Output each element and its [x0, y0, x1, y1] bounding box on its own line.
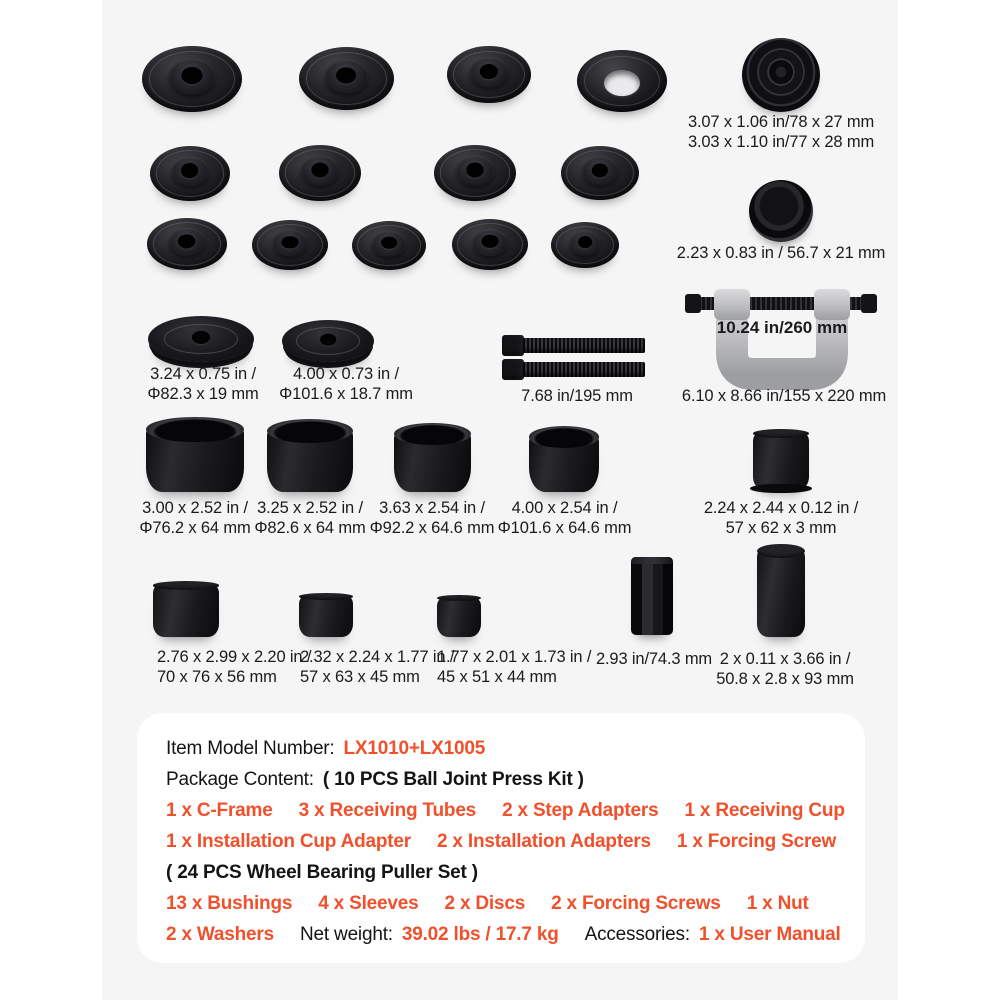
dimension-label: 3.25 x 2.52 in / Φ82.6 x 64 mm: [254, 499, 366, 537]
forcing-screw: [502, 338, 645, 354]
set24-title: ( 24 PCS Wheel Bearing Puller Set ): [166, 861, 478, 883]
kit-item: 2 x Forcing Screws: [551, 892, 721, 914]
dimension-label: 3.00 x 2.52 in / Φ76.2 x 64 mm: [139, 499, 251, 537]
kit-item: 3 x Receiving Tubes: [298, 799, 477, 821]
receiving-cup: [577, 50, 667, 112]
bearing-sleeve: [437, 597, 481, 637]
weight-accessories-line: [166, 919, 847, 950]
net-weight-value: 39.02 lbs / 17.7 kg: [401, 923, 559, 945]
kit-item: 13 x Bushings: [166, 892, 293, 914]
bushing: [561, 146, 639, 200]
dimension-label: 3.24 x 0.75 in / Φ82.3 x 19 mm: [147, 365, 259, 403]
step-adapter-disc: [148, 316, 254, 362]
kit-item: 1 x Forcing Screw: [676, 830, 837, 852]
bushing: [142, 46, 242, 112]
package-content-line: [166, 764, 847, 795]
bushing: [447, 46, 531, 103]
receiving-tube: [529, 432, 599, 492]
dimension-label: 3.07 x 1.06 in/78 x 27 mm 3.03 x 1.10 in/77 x 28 mm: [687, 113, 875, 151]
bearing-sleeve: [153, 584, 219, 637]
kit10-items-line1: [166, 795, 847, 826]
kit-item: 2 x Discs: [444, 892, 526, 914]
installation-cup: [749, 180, 813, 242]
dimension-label: 7.68 in/195 mm: [521, 387, 633, 405]
bushing: [147, 218, 227, 270]
receiving-tube: [146, 424, 244, 492]
model-number-label: Item Model Number:: [166, 737, 335, 759]
hex-sleeve: [631, 557, 673, 635]
dimension-label: 4.00 x 0.73 in / Φ101.6 x 18.7 mm: [279, 365, 413, 403]
dimension-label: 10.24 in/260 mm: [716, 318, 848, 337]
bearing-sleeve: [299, 595, 353, 637]
dimension-label: 2.24 x 2.44 x 0.12 in / 57 x 62 x 3 mm: [703, 499, 859, 537]
model-number-line: [166, 733, 847, 764]
receiving-tube: [394, 429, 471, 492]
kit-item: 1 x Installation Cup Adapter: [166, 830, 411, 852]
dimension-label: 2.32 x 2.24 x 1.77 in / 57 x 63 x 45 mm: [300, 648, 455, 686]
product-info-panel: [137, 713, 865, 963]
forcing-screw: [502, 362, 645, 378]
receiving-tube: [267, 426, 353, 492]
dimension-label: 2.23 x 0.83 in / 56.7 x 21 mm: [676, 244, 886, 262]
step-adapter: [742, 38, 820, 112]
kit-item: 2 x Washers: [166, 923, 274, 945]
set24-title-line: [166, 857, 847, 888]
package-content-label: Package Content:: [166, 768, 314, 790]
bushing: [150, 146, 230, 201]
kit-item: 2 x Step Adapters: [502, 799, 659, 821]
bushing: [551, 222, 619, 268]
dimension-label: 2.76 x 2.99 x 2.20 in / 70 x 76 x 56 mm: [157, 648, 312, 686]
step-adapter-disc: [282, 320, 374, 362]
set24-items-line: [166, 888, 847, 919]
kit-item: 2 x Installation Adapters: [436, 830, 651, 852]
model-number-value: LX1010+LX1005: [343, 737, 486, 759]
bushing: [252, 220, 328, 270]
bushing: [434, 145, 516, 201]
bushing: [352, 221, 426, 270]
accessories-value: 1 x User Manual: [698, 923, 841, 945]
package-content-value: ( 10 PCS Ball Joint Press Kit ): [322, 768, 584, 790]
product-stage: [102, 0, 898, 1000]
bushing: [452, 219, 528, 270]
bushing: [279, 145, 361, 201]
kit-item: 1 x Nut: [746, 892, 809, 914]
dimension-label: 2 x 0.11 x 3.66 in / 50.8 x 2.8 x 93 mm: [716, 650, 854, 688]
bushing: [299, 47, 394, 110]
kit-item: 1 x Receiving Cup: [684, 799, 845, 821]
c-frame: [685, 286, 877, 392]
dimension-label: 3.63 x 2.54 in / Φ92.2 x 64.6 mm: [369, 499, 495, 537]
adapter-ring: [753, 432, 809, 490]
dimension-label: 2.93 in/74.3 mm: [595, 650, 713, 668]
net-weight-label: Net weight:: [300, 923, 393, 945]
kit-item: 4 x Sleeves: [318, 892, 419, 914]
accessories-label: Accessories:: [584, 923, 690, 945]
kit10-items-line2: [166, 826, 847, 857]
dimension-label: 6.10 x 8.66 in/155 x 220 mm: [681, 387, 887, 405]
dimension-label: 4.00 x 2.54 in / Φ101.6 x 64.6 mm: [497, 499, 632, 537]
kit-item: 1 x C-Frame: [166, 799, 273, 821]
installation-adapter: [757, 548, 805, 637]
dimension-label: 1.77 x 2.01 x 1.73 in / 45 x 51 x 44 mm: [437, 648, 592, 686]
